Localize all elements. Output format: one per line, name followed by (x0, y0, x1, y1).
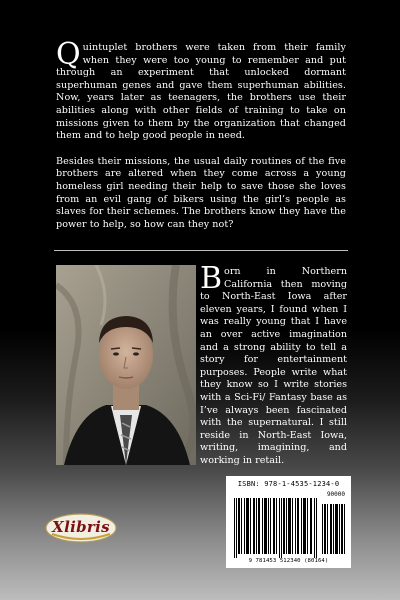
publisher-logo (44, 512, 118, 544)
synopsis-paragraph-2: Besides their missions, the usual daily routines of the five brothers are altered when they come across a young homeless girl needing their help to save those she loves from an evil gang of bikers using the girl’s people as slaves for their schemes. The brothers know they have the power to help, so how can they not? (56, 155, 346, 230)
barcode-digits: 9 781453 512340 (80164) (248, 558, 329, 564)
isbn-label: ISBN: 978-1-4535-1234-0 (237, 480, 340, 488)
barcode-box (226, 476, 351, 568)
author-bio (200, 261, 347, 468)
addon-digits: 90000 (326, 491, 345, 498)
synopsis (56, 37, 346, 244)
author-bio-text: Born in Northern California then moving to North-East Iowa after eleven years, I found when I was really young that I have an over active imagination and a strong ability to tell a story for entertainment purposes. People write what they know so I write stories with a Sci-Fi/ Fantasy base as I’ve always been fascinated with the supernatural. I still reside in North-East Iowa, writing, imagining, and working in retail. (200, 261, 347, 466)
synopsis-paragraph-1: Quintuplet brothers were taken from their family when they were too young to remember and put through an experiment that unlocked dormant superhuman genes and gave them superhuman abilities. Now, years later as teenagers, the brothers use their abilities along with other fields of training to take on missions given to them by the organization that changed them and to help good people in need. (56, 37, 346, 142)
divider (54, 250, 348, 251)
barcode-icon (226, 496, 351, 558)
publisher-logo-text: Xlibris (52, 518, 110, 536)
author-photo (56, 265, 196, 465)
